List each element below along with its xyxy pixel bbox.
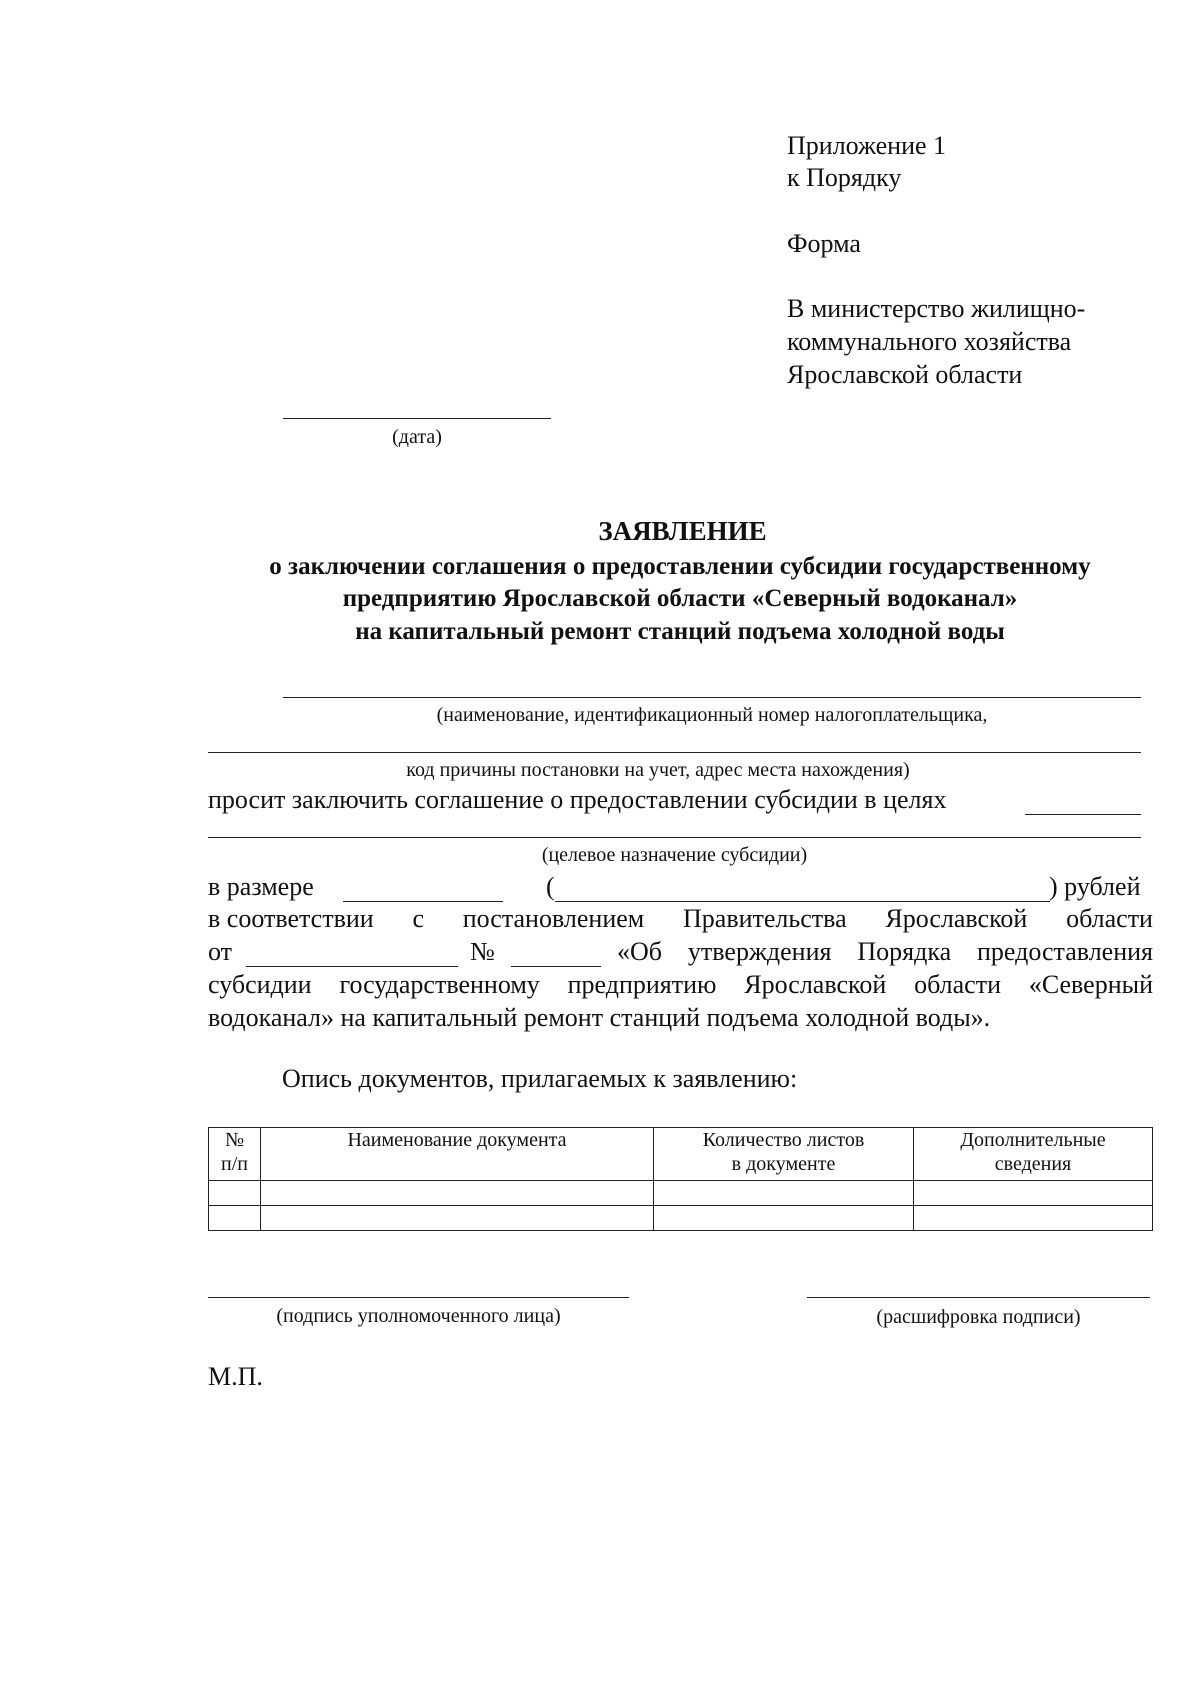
header-cell-sheet-count: Количество листов в документе	[654, 1128, 914, 1181]
appendix-label: Приложение 1	[787, 131, 947, 160]
table-cell[interactable]	[209, 1181, 261, 1206]
basis-line-3: субсидии государственному предприятию Ярославской области «Северный	[208, 970, 1153, 999]
date-field-line[interactable]	[283, 418, 551, 419]
signature-decoding-caption: (расшифровка подписи)	[876, 1306, 1081, 1328]
purpose-field-line[interactable]	[208, 837, 1141, 838]
form-label: Форма	[787, 229, 861, 258]
title-line-3: на капитальный ремонт станций подъема холодной воды	[355, 618, 1005, 645]
basis-word: в соответствии	[208, 904, 374, 933]
basis-word: области	[1066, 904, 1153, 933]
basis-line-4: водоканал» на капитальный ремонт станций подъема холодной воды».	[208, 1003, 991, 1032]
basis-number-sign: №	[470, 937, 495, 966]
header-cell-document-name: Наименование документа	[261, 1128, 654, 1181]
basis-word: Правительства	[683, 904, 847, 933]
table-header-row	[209, 1128, 1153, 1181]
table-row	[209, 1181, 1153, 1206]
header-cell-number: № п/п	[209, 1128, 261, 1181]
purpose-caption: (целевое назначение субсидии)	[541, 844, 808, 866]
table-cell[interactable]	[914, 1181, 1153, 1206]
inventory-heading: Опись документов, прилагаемых к заявлению:	[282, 1064, 798, 1093]
addressee-line-3: Ярославской области	[787, 360, 1023, 389]
stamp-place: М.П.	[208, 1362, 263, 1391]
table-cell[interactable]	[261, 1206, 654, 1231]
applicant-details-line[interactable]	[208, 752, 1141, 753]
applicant-caption-1: (наименование, идентификационный номер налогоплательщика,	[436, 704, 988, 726]
amount-prefix: в размере	[208, 872, 314, 901]
amount-open-paren: (	[546, 872, 555, 901]
document-title: ЗАЯВЛЕНИЕ	[598, 516, 767, 546]
basis-line-2: «Об утверждения Порядка предоставления	[617, 937, 1153, 966]
amount-suffix: ) рублей	[1049, 872, 1141, 901]
documents-table	[208, 1127, 1153, 1231]
title-line-1: о заключении соглашения о предоставлении субсидии государственному	[269, 553, 1091, 580]
addressee-line-2: коммунального хозяйства	[787, 327, 1072, 356]
table-cell[interactable]	[209, 1206, 261, 1231]
decree-number-field[interactable]	[511, 966, 601, 967]
amount-digits-field[interactable]	[343, 901, 503, 902]
signature-line[interactable]	[208, 1297, 629, 1298]
signature-caption: (подпись уполномоченного лица)	[276, 1305, 561, 1327]
table-cell[interactable]	[654, 1206, 914, 1231]
decree-date-field[interactable]	[246, 966, 458, 967]
basis-line-1	[208, 903, 1153, 935]
header-cell-additional-info: Дополнительные сведения	[914, 1128, 1153, 1181]
basis-word: с	[412, 904, 424, 933]
order-label: к Порядку	[787, 163, 902, 192]
table-cell[interactable]	[261, 1181, 654, 1206]
basis-word: постановлением	[462, 904, 645, 933]
basis-from: от	[208, 937, 233, 966]
addressee-line-1: В министерство жилищно-	[787, 294, 1086, 323]
purpose-field-line-short[interactable]	[1025, 814, 1141, 815]
request-text: просит заключить соглашение о предоставлении субсидии в целях	[208, 785, 947, 814]
applicant-caption-2: код причины постановки на учет, адрес места нахождения)	[406, 759, 910, 781]
table-cell[interactable]	[654, 1181, 914, 1206]
table-cell[interactable]	[914, 1206, 1153, 1231]
signature-decoding-line[interactable]	[807, 1297, 1150, 1298]
basis-word: Ярославской	[885, 904, 1028, 933]
applicant-name-line[interactable]	[283, 697, 1141, 698]
table-row	[209, 1206, 1153, 1231]
title-line-2: предприятию Ярославской области «Северный водоканал»	[342, 585, 1018, 612]
date-caption: (дата)	[392, 426, 442, 448]
amount-words-field[interactable]	[555, 901, 1050, 902]
